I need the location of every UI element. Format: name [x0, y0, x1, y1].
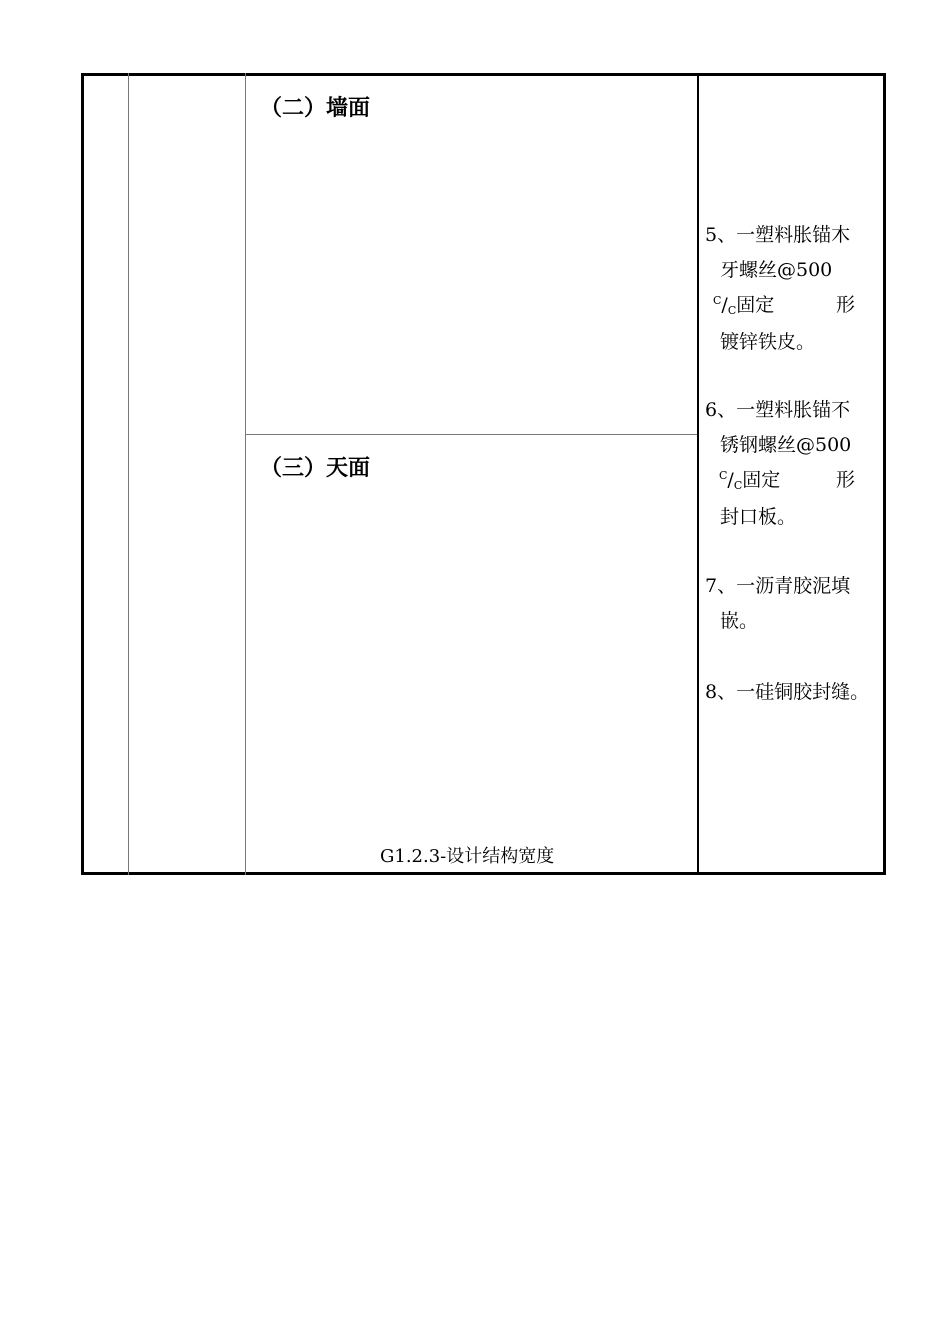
note-5-line-4: 镀锌铁皮。 [720, 331, 816, 353]
ceiling-section-title: （三）天面 [260, 456, 371, 481]
note-8-line-1: 8、一硅铜胶封缝。 [705, 681, 870, 703]
row-divider [245, 434, 697, 435]
note-6-line-3 [705, 463, 855, 500]
note-5-shape-word: 形 [835, 294, 855, 316]
note-5-spacing-mark: $^C$/C固定 [713, 294, 775, 317]
figure-caption: G1.2.3-设计结构宽度 [380, 846, 555, 867]
column-divider-3 [697, 73, 699, 875]
column-divider-1 [128, 73, 129, 875]
note-6-line-1: 6、一塑料胀锚不 [705, 399, 851, 421]
note-item-7 [705, 569, 865, 639]
wall-section-title: （二）墙面 [260, 96, 371, 121]
note-item-8 [705, 675, 870, 710]
note-6-line-4: 封口板。 [720, 506, 797, 528]
column-divider-2 [245, 73, 246, 875]
note-7-line-1: 7、一沥青胶泥填 [705, 575, 851, 597]
note-item-6 [705, 393, 865, 535]
note-5-line-1: 5、一塑料胀锚木 [705, 224, 851, 246]
note-5-line-3 [705, 288, 855, 325]
note-6-shape-word: 形 [835, 469, 855, 491]
note-item-5 [705, 218, 865, 360]
note-6-spacing-mark: $^C$/C固定 [719, 469, 781, 492]
note-7-line-2: 嵌。 [720, 610, 759, 632]
note-5-line-2: 牙螺丝@500 [720, 259, 833, 281]
note-6-line-2: 锈钢螺丝@500 [720, 434, 852, 456]
